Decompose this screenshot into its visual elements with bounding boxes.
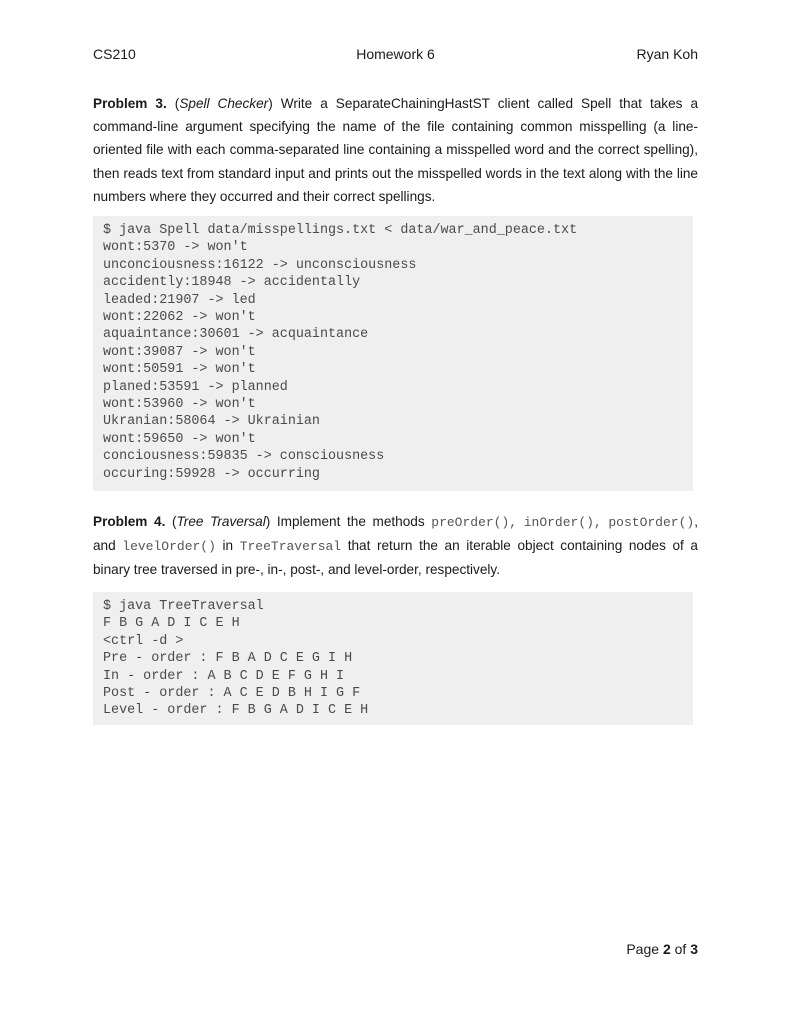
page-label: Page (626, 941, 660, 957)
problem-4-code-sample (93, 592, 693, 725)
paren-open: ( (174, 96, 180, 111)
problem-4-text-2: , and (93, 514, 698, 554)
method-levelorder: levelOrder() (122, 539, 216, 555)
problem-4-text-1: Implement the methods (276, 514, 425, 529)
code-line: wont:59650 -> won't (103, 431, 256, 447)
problem-4-text-4: that return the an iterable object containing nodes of a binary tree traversed in pre-, in-, post-, and level-order, respectively. (93, 538, 698, 578)
page-total: 3 (690, 941, 698, 957)
code-line: Pre - order : F B A D C E G I H (103, 651, 353, 667)
code-line: accidently:18948 -> accidentally (103, 275, 361, 291)
code-line: Post - order : A C E D B H I G F (103, 686, 361, 702)
author-name: Ryan Koh (636, 46, 698, 62)
code-line: occuring:59928 -> occurring (103, 466, 320, 482)
of-label: of (674, 941, 687, 957)
code-line: wont:39087 -> won't (103, 344, 256, 360)
document-title: Homework 6 (356, 46, 435, 62)
page-footer (626, 941, 698, 957)
course-code: CS210 (93, 46, 136, 62)
code-line: Level - order : F B G A D I C E H (103, 703, 369, 719)
class-name: TreeTraversal (239, 539, 342, 555)
code-line: In - order : A B C D E F G H I (103, 668, 345, 684)
problem-3-text: Write a SeparateChainingHastST client called Spell that takes a command-line argument specifying the name of the file containing common misspelling (a line-oriented file with each comma-separated line containing a misspelled word and the correct spelling), then reads text from standard input and prints out the misspelled words in the text along with the line numbers where they occurred and their correct spellings. (93, 96, 699, 204)
paren-close: ) (268, 96, 273, 111)
code-line: unconciousness:16122 -> unconsciousness (103, 257, 417, 273)
problem-4-title: Tree Traversal (176, 514, 266, 529)
paren-open: ( (171, 514, 177, 529)
problem-3-label: Problem 3. (93, 96, 167, 111)
method-preorder: preOrder(), (431, 515, 518, 530)
code-line: conciousness:59835 -> consciousness (103, 449, 385, 465)
problem-3-code-sample (93, 216, 693, 491)
code-line: <ctrl -d > (103, 633, 184, 649)
problem-3-title: Spell Checker (179, 96, 269, 111)
problem-4-label: Problem 4. (93, 514, 166, 529)
method-inorder: inOrder(), (523, 515, 602, 530)
code-line: F B G A D I C E H (103, 616, 240, 632)
problem-3-statement (93, 92, 698, 208)
code-line: Ukranian:58064 -> Ukrainian (103, 414, 320, 430)
method-postorder: postOrder() (608, 515, 695, 530)
code-line: aquaintance:30601 -> acquaintance (103, 327, 369, 343)
code-line: wont:53960 -> won't (103, 397, 256, 413)
code-line: planed:53591 -> planned (103, 379, 288, 395)
code-line: wont:5370 -> won't (103, 240, 248, 256)
problem-4-statement (93, 510, 698, 582)
problem-4-text-3: in (222, 538, 234, 554)
page-header (93, 46, 698, 66)
code-line: leaded:21907 -> led (103, 292, 256, 308)
page-number: 2 (662, 941, 671, 957)
code-line: wont:50591 -> won't (103, 362, 256, 378)
code-line: wont:22062 -> won't (103, 310, 256, 326)
code-line: $ java TreeTraversal (103, 599, 264, 614)
code-line: $ java Spell data/misspellings.txt < data/war_and_peace.txt (103, 223, 578, 238)
paren-close: ) (265, 514, 271, 529)
